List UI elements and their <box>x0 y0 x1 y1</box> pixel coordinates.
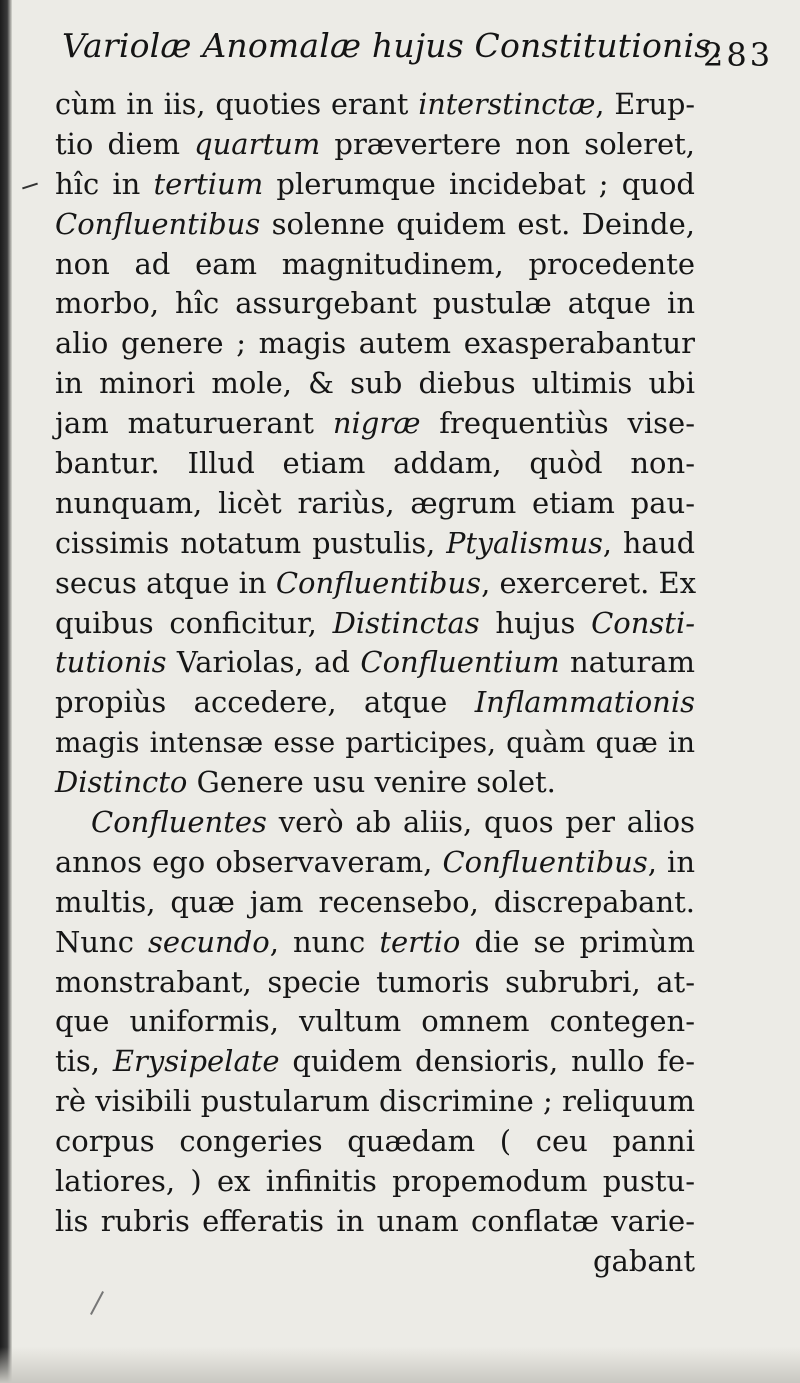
text-line <box>55 963 695 1003</box>
italic-text: Confluentibus <box>55 206 261 241</box>
text-line <box>55 564 695 604</box>
roman-text: , nunc <box>269 924 380 959</box>
roman-text: prævertere non soleret, <box>320 126 695 161</box>
text-line <box>55 763 695 803</box>
text-line <box>55 85 695 125</box>
roman-text: naturam <box>559 645 695 680</box>
text-line <box>55 484 695 524</box>
roman-text: tio diem <box>55 126 195 161</box>
text-line <box>55 803 695 843</box>
italic-text: secundo <box>148 924 270 959</box>
roman-text: lis rubris efferatis in unam conflatæ varie- <box>55 1203 695 1238</box>
roman-text: cissimis notatum pustulis, <box>55 526 447 560</box>
text-line <box>55 723 695 763</box>
italic-text: Distinctas <box>332 605 480 640</box>
text-line <box>55 165 695 205</box>
roman-text: quibus conficitur, <box>55 605 333 640</box>
roman-text: latiores, ) ex infinitis propemodum pustu- <box>55 1164 695 1199</box>
italic-text: tertium <box>153 166 264 201</box>
roman-text: in minori mole, & sub diebus ultimis ubi <box>55 366 695 401</box>
roman-text: plerumque incidebat ; quod <box>263 166 695 201</box>
text-line <box>55 843 695 883</box>
italic-text: Confluentes <box>91 805 267 840</box>
roman-text: bantur. Illud etiam addam, quòd non- <box>55 446 695 481</box>
roman-text: hujus <box>479 605 592 640</box>
roman-text: secus atque in <box>55 565 276 600</box>
italic-text: interstinctæ <box>418 88 596 121</box>
running-head: Variolæ Anomalæ hujus Constitutionis. <box>62 26 723 65</box>
italic-text: tertio <box>379 924 461 959</box>
roman-text: gabant <box>592 1243 695 1278</box>
text-line <box>55 1122 695 1162</box>
text-line <box>55 205 695 245</box>
text-line <box>55 1162 695 1202</box>
roman-text: non ad eam magnitudinem, procedente <box>55 246 695 281</box>
italic-text: Confluentibus <box>442 844 648 879</box>
roman-text: verò ab aliis, quos per alios <box>266 805 695 840</box>
text-line <box>55 643 695 683</box>
page-bottom-shadow <box>0 1347 800 1383</box>
roman-text: , exerceret. Ex <box>481 565 697 600</box>
margin-dash-mark <box>22 183 38 190</box>
roman-text: cùm in iis, quoties erant <box>55 88 419 121</box>
roman-text: morbo, hîc assurgebant pustulæ atque in <box>55 286 695 321</box>
text-line <box>55 444 695 484</box>
page-number: 283 <box>703 36 774 74</box>
catchword <box>55 1242 695 1282</box>
text-line <box>55 604 695 644</box>
italic-text: Erysipelate <box>112 1044 280 1079</box>
text-line <box>55 1042 695 1082</box>
text-line <box>55 125 695 165</box>
text-line <box>55 1082 695 1122</box>
roman-text: , Erup- <box>595 88 695 121</box>
roman-text: solenne quidem est. Deinde, <box>260 206 695 241</box>
roman-text: monstrabant, specie tumoris subrubri, at- <box>55 964 695 999</box>
pencil-mark <box>90 1291 104 1315</box>
roman-text: frequentiùs vise- <box>420 406 695 441</box>
italic-text: Distincto <box>55 765 188 800</box>
italic-text: Inflammationis <box>474 685 695 720</box>
text-line <box>55 1002 695 1042</box>
text-line <box>55 1202 695 1242</box>
roman-text: , in <box>647 844 695 879</box>
roman-text: Genere usu venire solet. <box>187 765 556 800</box>
roman-text: rè visibili pustularum discrimine ; reliquum <box>55 1084 695 1119</box>
italic-text: tutionis <box>55 645 167 680</box>
page-gutter-shadow <box>0 0 12 1383</box>
roman-text: , haud <box>602 526 695 560</box>
text-line <box>55 923 695 963</box>
roman-text: tis, <box>55 1044 113 1079</box>
roman-text: hîc in <box>55 166 154 201</box>
roman-text: quidem densioris, nullo fe- <box>279 1044 695 1079</box>
roman-text: magis intensæ esse participes, quàm quæ in <box>55 726 695 760</box>
italic-text: Ptyalismus <box>446 526 603 560</box>
roman-text: Variolas, ad <box>166 645 361 680</box>
italic-text: quartum <box>194 126 321 161</box>
roman-text: propiùs accedere, atque <box>55 685 475 720</box>
italic-text: Confluentium <box>360 645 560 680</box>
roman-text: Nunc <box>55 924 149 959</box>
roman-text: alio genere ; magis autem exasperabantur <box>55 326 695 361</box>
roman-text: corpus congeries quædam ( ceu panni <box>55 1124 695 1159</box>
italic-text: Consti- <box>591 605 696 640</box>
roman-text: die se primùm <box>460 924 695 959</box>
roman-text: multis, quæ jam recensebo, discrepabant. <box>55 884 695 919</box>
text-line <box>55 883 695 923</box>
text-line <box>55 683 695 723</box>
text-line <box>55 524 695 564</box>
text-line <box>55 245 695 285</box>
text-line <box>55 284 695 324</box>
italic-text: nigræ <box>332 406 421 441</box>
roman-text: annos ego observaveram, <box>55 844 443 879</box>
text-line <box>55 364 695 404</box>
roman-text: nunquam, licèt rariùs, ægrum etiam pau- <box>55 485 695 520</box>
text-line <box>55 404 695 444</box>
roman-text: que uniformis, vultum omnem contegen- <box>55 1004 695 1039</box>
body-text <box>55 85 695 1282</box>
text-line <box>55 324 695 364</box>
italic-text: Confluentibus <box>275 565 482 600</box>
roman-text: jam maturuerant <box>55 406 333 441</box>
